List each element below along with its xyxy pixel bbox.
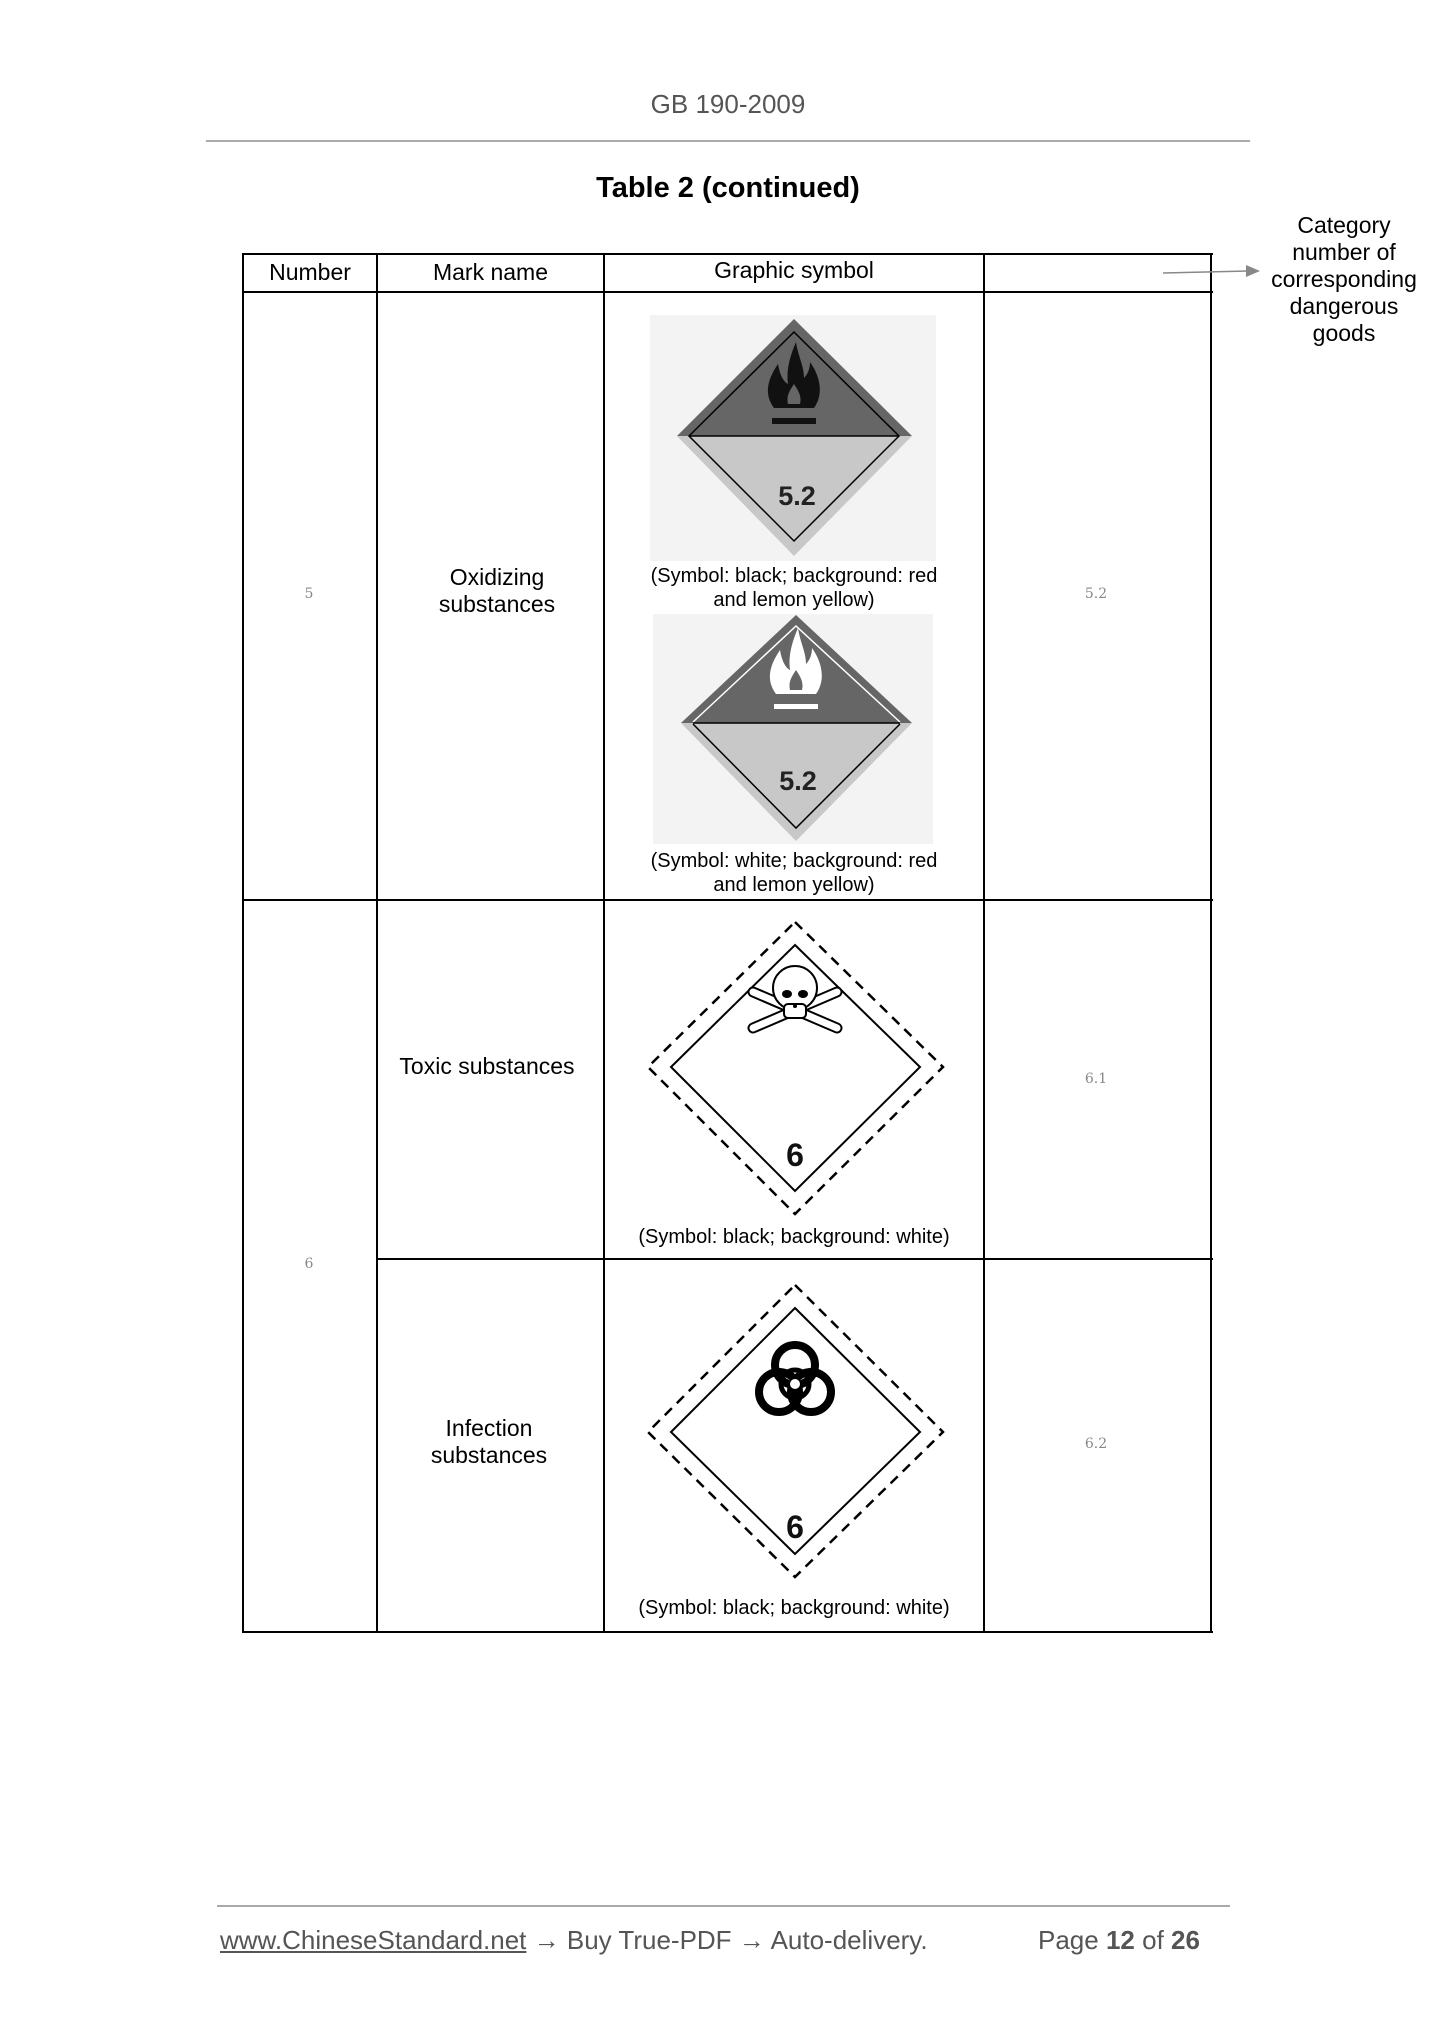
- oxidizing-placard-white-symbol: [653, 614, 933, 844]
- side-note: Category number of corresponding dangerous goods: [1271, 212, 1417, 346]
- symbol-caption: (Symbol: white; background: red and lemon yellow): [650, 850, 938, 896]
- of-word: of: [1142, 1925, 1164, 1955]
- placard-class-label: 5.2: [779, 766, 817, 796]
- footer-text: → Buy True-PDF → Auto-delivery.: [526, 1925, 928, 1955]
- arrow-icon: [1163, 265, 1260, 277]
- table-title: Table 2 (continued): [596, 172, 860, 204]
- document-id-header: GB 190-2009: [650, 89, 806, 119]
- column-header-mark-name: Mark name: [432, 259, 549, 285]
- column-header-number: Number: [269, 259, 351, 285]
- page-word: Page: [1038, 1925, 1099, 1955]
- footer-promo: [220, 1925, 928, 1956]
- biohazard-icon: [759, 1345, 831, 1412]
- placard-class-label: 5.2: [778, 481, 816, 511]
- placard-class-label: 6: [786, 1509, 804, 1545]
- category-number: 6.2: [1084, 1436, 1108, 1452]
- placard-class-label: 6: [786, 1137, 804, 1173]
- infectious-placard: [648, 1285, 943, 1577]
- toxic-placard: [648, 922, 943, 1214]
- category-number: 5.2: [1084, 586, 1108, 602]
- symbol-caption: (Symbol: black; background: white): [638, 1226, 950, 1248]
- symbol-caption: (Symbol: black; background: red and lemon yellow): [650, 565, 938, 611]
- mark-name: Infection substances: [430, 1415, 548, 1468]
- row-number: 6: [304, 1256, 314, 1272]
- footer-divider: [217, 1905, 1230, 1907]
- mark-name: Toxic substances: [399, 1053, 575, 1079]
- page-indicator: [1038, 1925, 1200, 1956]
- column-header-graphic-symbol: Graphic symbol: [714, 257, 874, 283]
- page-total: 26: [1171, 1925, 1200, 1955]
- mark-name: Oxidizing substances: [438, 564, 556, 617]
- page-number: 12: [1105, 1925, 1135, 1955]
- oxidizing-placard-black-symbol: [650, 315, 936, 561]
- category-number: 6.1: [1084, 1071, 1108, 1087]
- row-number: 5: [304, 586, 314, 602]
- website-link[interactable]: www.ChineseStandard.net: [220, 1925, 527, 1955]
- symbol-caption: (Symbol: black; background: white): [638, 1597, 950, 1619]
